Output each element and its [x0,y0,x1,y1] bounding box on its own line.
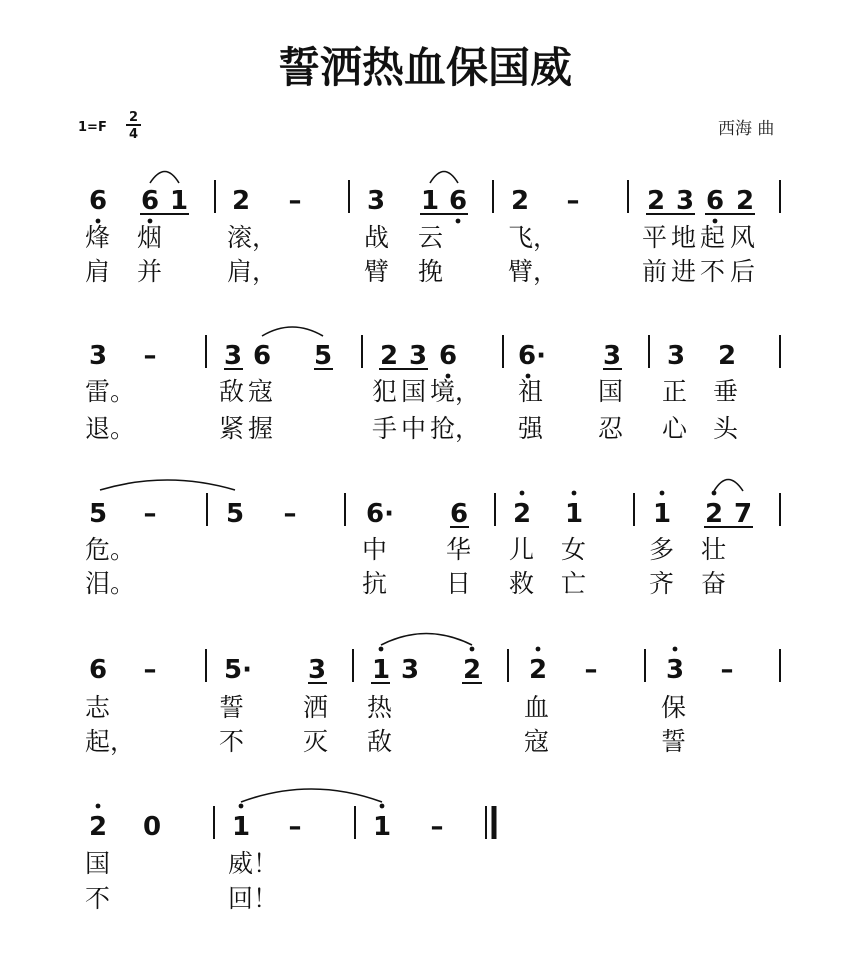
note: 2 [88,812,108,842]
lyric: 并 [137,257,163,286]
slur [714,480,743,492]
lyric: 中 [401,414,427,443]
lyric: 肩， [227,257,278,286]
note: 3 [602,341,622,371]
lyric: 保 [661,693,687,722]
lyric: 祖 [518,377,544,406]
lyric: 臂， [508,257,559,286]
note: 3 [88,341,108,371]
lyric: 多 [649,535,675,564]
slur [100,480,235,490]
note: 6 [705,186,725,216]
note: 2 [735,186,755,216]
lyric: 犯 [372,377,398,406]
note: 2 [231,186,251,216]
high-octave-dot [470,647,475,652]
time-signature-top: 2 [129,110,139,125]
note: 3 [665,655,685,685]
lyric: 退。 [85,414,136,443]
note: 6 [88,186,108,216]
note: 2 [510,186,530,216]
note: 7 [733,499,753,529]
note: 6· [518,341,546,371]
slur [150,172,179,184]
lyric: 洒 [303,693,329,722]
note: 2 [379,341,399,371]
lyric: 正 [662,377,688,406]
time-signature-bottom: 4 [129,127,139,142]
lyric: 境， [430,377,481,406]
lyric: 不 [700,257,726,286]
note: 1 [420,186,440,216]
lyric: 敌 [367,727,393,756]
lyric: 雷。 [85,377,136,406]
score-row [85,327,780,443]
lyric: 手 [372,414,398,443]
song-title: 誓洒热血保国威 [277,43,573,92]
note: 3 [223,341,243,371]
lyric: 寇 [524,727,550,756]
note: 3 [675,186,695,216]
note: 6· [366,499,394,529]
lyric: 国 [85,849,111,878]
lyric: 不 [219,727,245,756]
note: – [288,186,302,216]
note: 3 [400,655,420,685]
lyric: 华 [446,535,472,564]
note: 2 [717,341,737,371]
lyric: 日 [446,569,472,598]
note: 0 [142,812,162,842]
note: 1 [231,812,251,842]
lyric: 肩 [85,257,111,286]
lyric: 忍 [598,414,624,443]
lyric: 敌 [219,377,245,406]
high-octave-dot [673,647,678,652]
lyric: 女 [561,535,587,564]
lyric: 挽 [418,257,444,286]
lyric: 志 [85,693,111,722]
lyric: 泪。 [85,569,136,598]
high-octave-dot [572,491,577,496]
low-octave-dot [456,219,461,224]
lyric: 云 [418,223,444,252]
slur [262,327,323,336]
slur [430,172,458,184]
note: 6 [252,341,272,371]
lyric: 前 [642,257,668,286]
high-octave-dot [379,647,384,652]
lyric: 滚， [227,223,278,252]
lyric: 风 [730,223,756,252]
slur [381,634,472,646]
lyric: 血 [524,693,550,722]
high-octave-dot [660,491,665,496]
note: 6 [449,499,469,529]
lyric: 强 [518,414,544,443]
note: 2 [704,499,724,529]
note: 5 [313,341,333,371]
note: – [430,812,444,842]
lyric: 中 [362,535,388,564]
lyric: 心 [662,414,688,443]
lyric: 后 [730,257,756,286]
lyric: 地 [671,223,697,252]
lyric: 紧 [219,414,245,443]
note: 6 [448,186,468,216]
note: – [143,499,157,529]
score-row [85,480,780,599]
lyric: 国 [598,377,624,406]
key-signature: 1=F [78,120,107,135]
lyric: 臂 [364,257,390,286]
lyric: 不 [85,884,111,913]
note: 2 [528,655,548,685]
lyric: 握 [248,414,274,443]
lyric: 垂 [713,377,739,406]
lyric: 国 [401,377,427,406]
note: 1 [169,186,189,216]
note: 6 [438,341,458,371]
score-row [85,634,780,757]
note: 5· [224,655,252,685]
lyric: 进 [671,257,697,286]
score-row [85,172,780,287]
note: 5 [225,499,245,529]
note: 1 [372,812,392,842]
lyric: 抗 [362,569,388,598]
note: – [143,341,157,371]
note: 6 [140,186,160,216]
lyric: 战 [364,223,390,252]
note: 3 [307,655,327,685]
lyric: 抢， [430,414,481,443]
lyric: 回！ [228,884,279,913]
note: – [288,812,302,842]
lyric: 起 [700,223,726,252]
lyric: 誓 [661,727,687,756]
lyric: 烽 [85,223,111,252]
note: – [283,499,297,529]
lyric: 热 [367,693,393,722]
high-octave-dot [712,491,717,496]
note: 6 [88,655,108,685]
note: 5 [88,499,108,529]
note: 3 [666,341,686,371]
note: 3 [366,186,386,216]
note: 1 [564,499,584,529]
note: 2 [646,186,666,216]
high-octave-dot [380,804,385,809]
note: – [143,655,157,685]
lyric: 奋 [701,569,727,598]
composer-credit: 西海 曲 [718,119,775,139]
slur [241,789,382,802]
lyric: 烟 [137,223,163,252]
lyric: 儿 [509,535,535,564]
lyric: 齐 [649,569,675,598]
lyric: 头 [713,414,739,443]
lyric: 飞， [508,223,559,252]
note: – [584,655,598,685]
lyric: 壮 [701,535,727,564]
note: 1 [652,499,672,529]
high-octave-dot [536,647,541,652]
lyric: 灭 [303,727,329,756]
lyric: 寇 [248,377,274,406]
lyric: 誓 [219,693,245,722]
high-octave-dot [96,804,101,809]
note: 2 [462,655,482,685]
note: – [720,655,734,685]
lyric: 救 [509,569,535,598]
high-octave-dot [520,491,525,496]
lyric: 威！ [228,849,279,878]
note: 3 [408,341,428,371]
note: 1 [371,655,391,685]
note: – [566,186,580,216]
lyric: 亡 [561,569,587,598]
note: 2 [512,499,532,529]
lyric: 起， [85,727,136,756]
high-octave-dot [239,804,244,809]
score-row [85,789,494,913]
lyric: 平 [642,223,668,252]
lyric: 危。 [85,535,136,564]
